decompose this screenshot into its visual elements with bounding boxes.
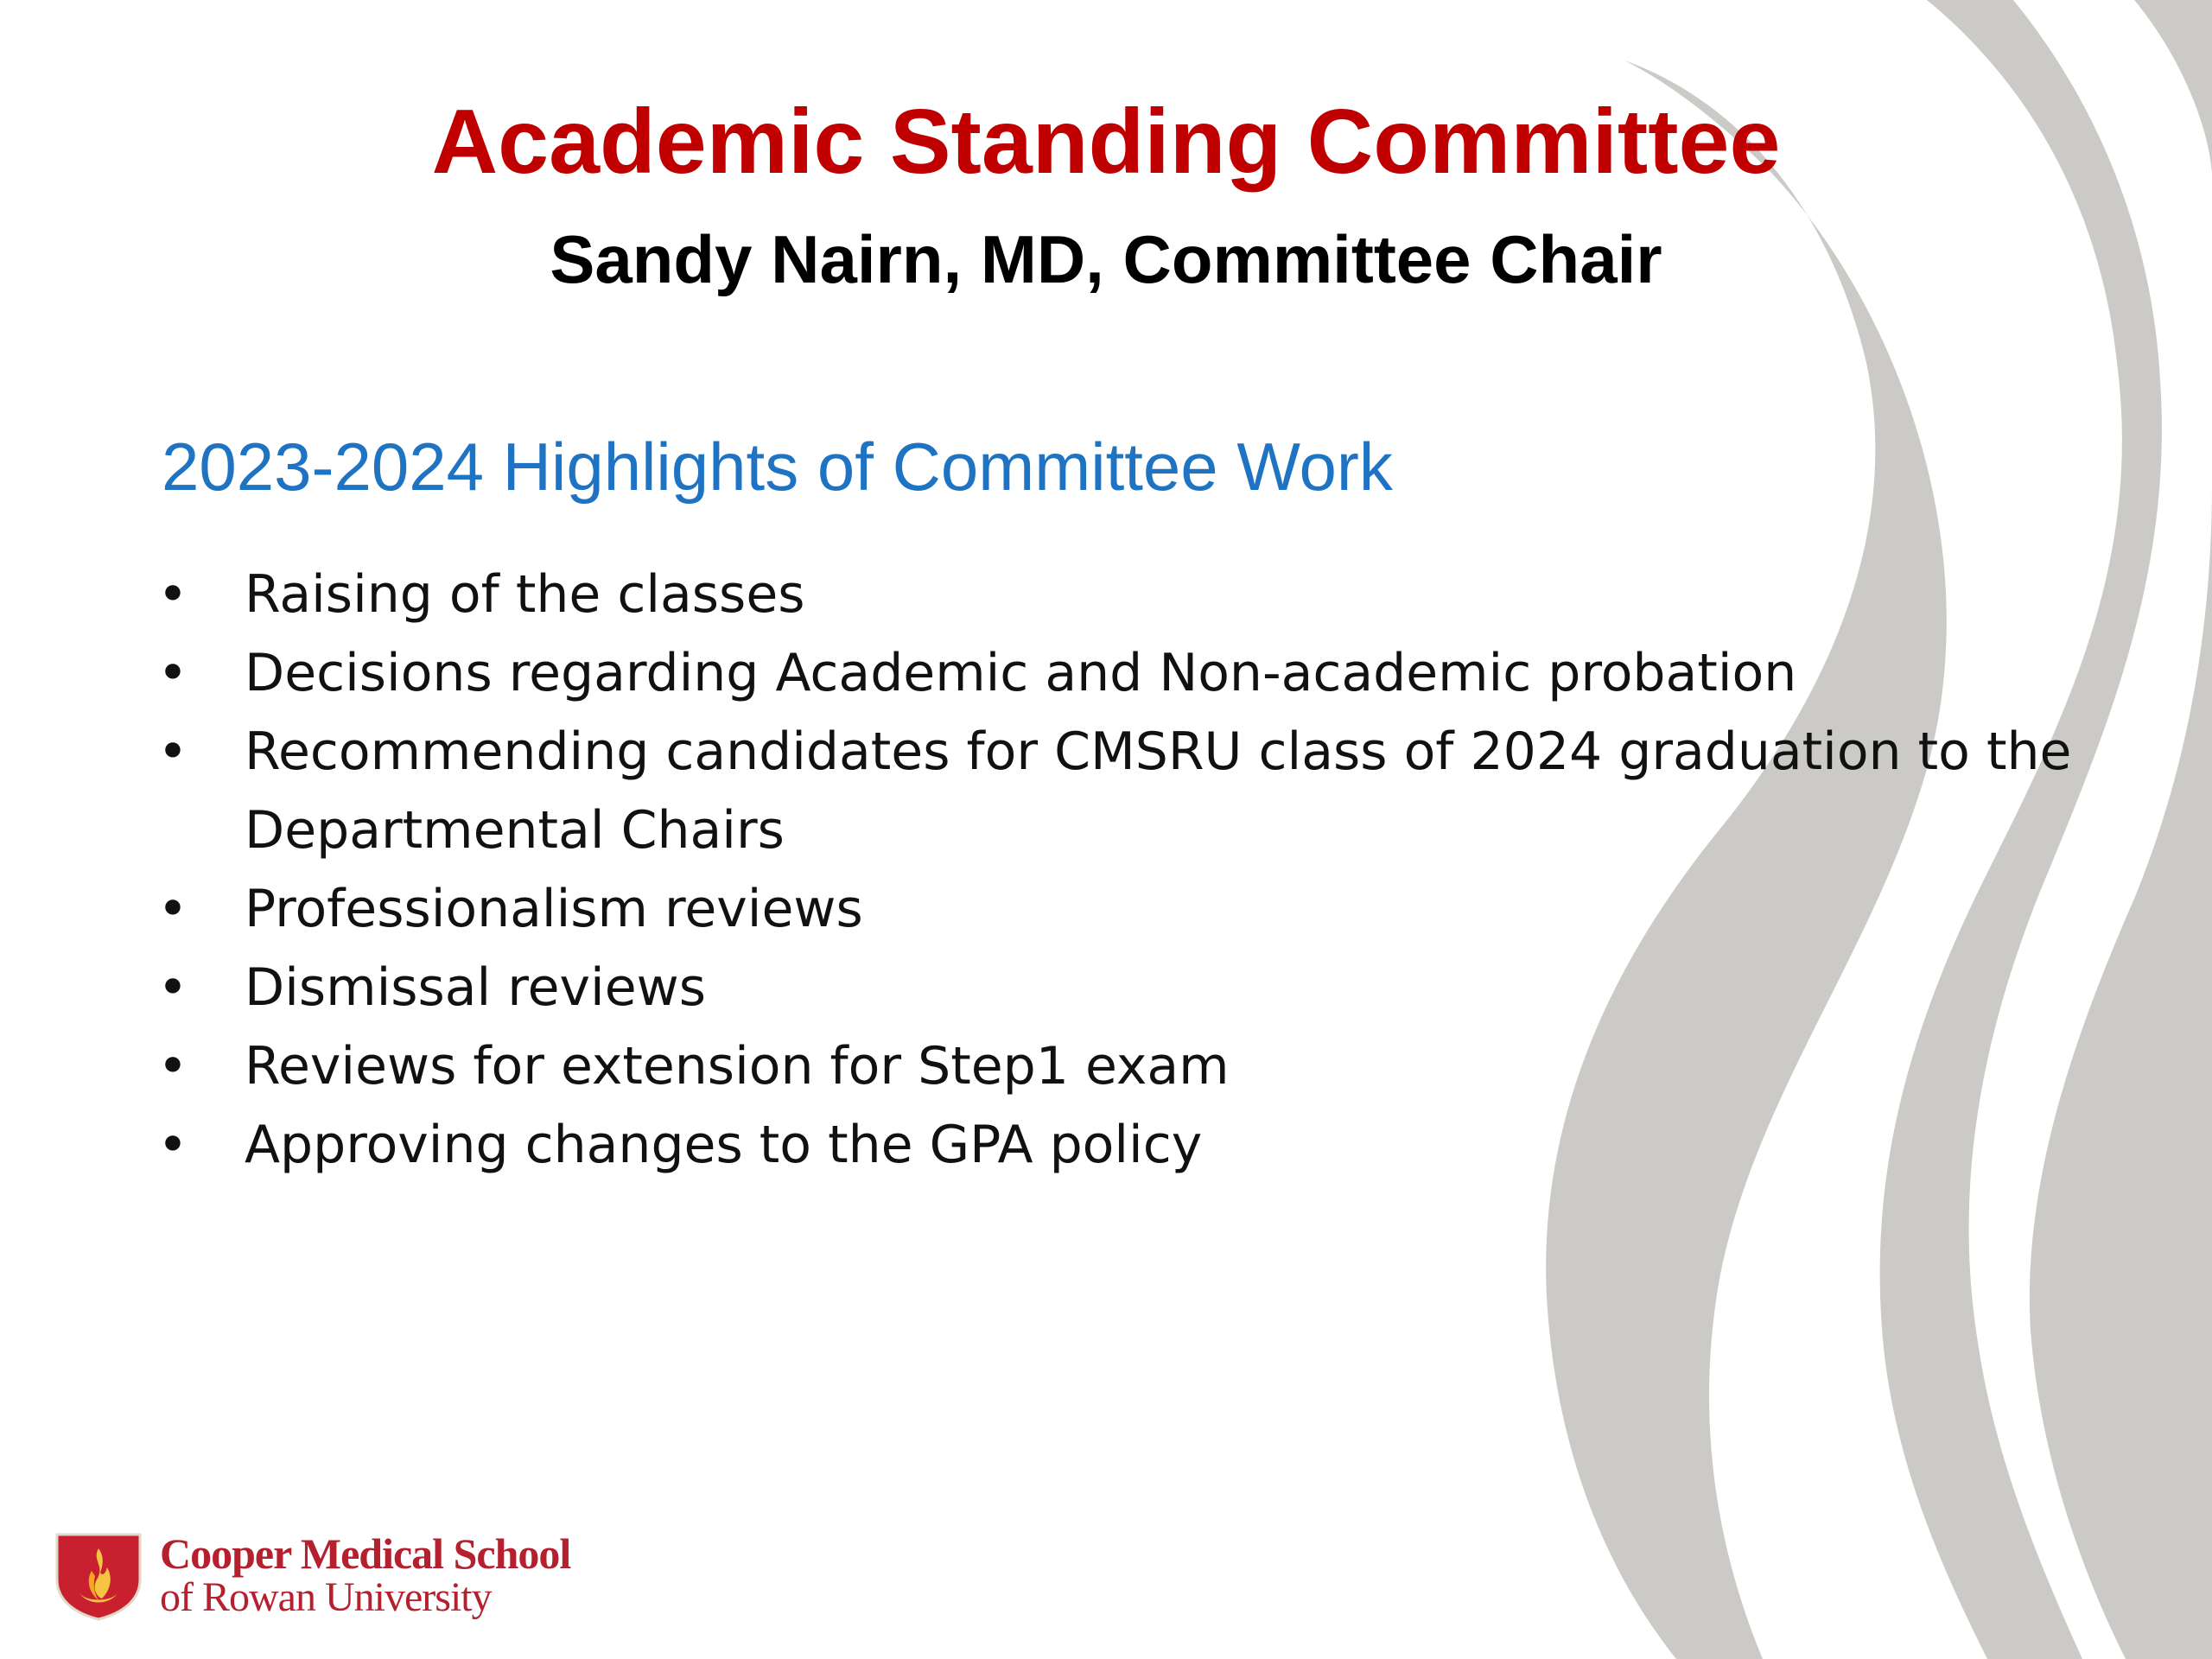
bullet-item [156, 949, 2108, 1027]
bullet-list [156, 556, 2108, 1185]
bullet-icon: • [157, 879, 188, 939]
bullet-icon: • [157, 1036, 188, 1096]
bullet-text: Raising of the classes [245, 564, 805, 625]
bullet-icon: • [157, 957, 188, 1018]
bullet-text: Approving changes to the GPA policy [245, 1115, 1203, 1175]
logo-text-line2: of Rowan University [160, 1574, 492, 1620]
bullet-item [156, 1027, 2108, 1106]
bullet-icon: • [157, 564, 188, 625]
bullet-icon: • [157, 1115, 188, 1175]
bullet-text: Recommending candidates for CMSRU class of 2024 graduation to the Departmental Chairs [245, 721, 2072, 861]
bullet-item [156, 1106, 2108, 1185]
bullet-text: Reviews for extension for Step1 exam [245, 1036, 1230, 1096]
bullet-text: Professionalism reviews [245, 879, 863, 939]
bullet-text: Dismissal reviews [245, 957, 706, 1018]
bullet-text: Decisions regarding Academic and Non-academic probation [245, 643, 1797, 703]
logo-text-line1: Cooper Medical School [160, 1529, 571, 1578]
bullet-item [156, 713, 2108, 870]
bullet-icon: • [157, 721, 188, 782]
bullet-item [156, 870, 2108, 949]
flame-shield-icon [54, 1529, 143, 1621]
bullet-item [156, 634, 2108, 713]
bullet-icon: • [157, 643, 188, 703]
slide-title: Academic Standing Committee [431, 91, 1781, 193]
section-heading: 2023-2024 Highlights of Committee Work [162, 429, 1393, 505]
slide-subtitle: Sandy Nairn, MD, Committee Chair [550, 221, 1662, 297]
school-logo [54, 1529, 607, 1624]
bullet-item [156, 556, 2108, 634]
